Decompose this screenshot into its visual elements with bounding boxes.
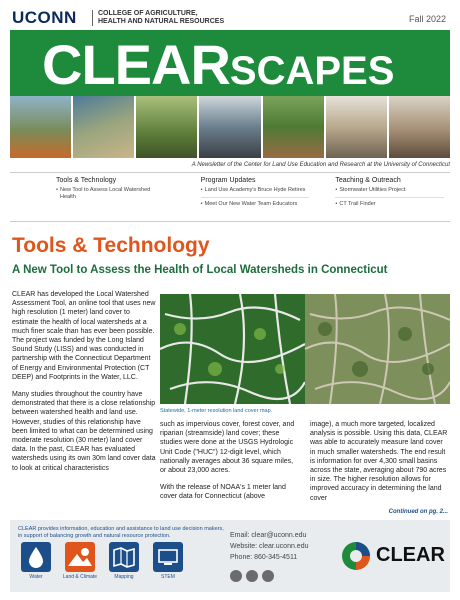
toc-column-teaching: [315, 173, 450, 221]
toc-link[interactable]: • CT Trail Finder: [335, 201, 444, 208]
focus-land-climate: [62, 542, 98, 580]
social-links: [230, 570, 274, 582]
issue-date: Fall 2022: [408, 14, 446, 24]
footer-about: CLEAR provides information, education and assistance to land use decision makers, in support of balancing growth and natural resource protection.: [18, 526, 224, 539]
focus-label: Mapping: [114, 574, 134, 580]
newsletter-banner: [10, 30, 450, 96]
photo-forest-path: [136, 96, 197, 158]
toc-column-program: [171, 173, 316, 221]
photo-aerial-coast: [73, 96, 134, 158]
toc-link[interactable]: • Land Use Academy's Bruce Hyde Retires: [201, 187, 310, 194]
college-line-1: COLLEGE OF AGRICULTURE,: [98, 10, 198, 17]
toc-heading: Teaching & Outreach: [335, 177, 401, 184]
land-cover-map-image: [160, 294, 450, 404]
toc-divider: [201, 197, 310, 198]
paragraph: With the release of NOAA's 1 meter land cover data for Connecticut (above: [160, 484, 286, 501]
contact-phone: Phone: 860-345-4511: [230, 554, 298, 561]
paragraph: CLEAR has developed the Local Watershed Assessment Tool, an online tool that uses new high resolution (1 meter) land cover to estimate the health of local watersheds at a much finer scale than has ever been possible. The project was funded by the Long Island Sound Study (LISS) and was conducted in partnership with the Connecticut Department of Energy and Environmental Protection (CT DEEP) and Footprints in the Water, LLC.: [12, 291, 156, 381]
land-cover-map-figure: [160, 294, 450, 404]
toc-link[interactable]: • Meet Our New Water Team Educators: [201, 201, 310, 208]
youtube-icon[interactable]: [262, 570, 274, 582]
contact-info: [230, 530, 308, 563]
masthead-topbar: [12, 8, 448, 28]
toc-column-tools: [10, 173, 171, 221]
toc-link[interactable]: • New Tool to Assess Local Watershed Health: [56, 187, 165, 201]
article-column-2: [160, 420, 298, 510]
article-headline: A New Tool to Assess the Health of Local Watersheds in Connecticut: [12, 264, 388, 276]
paragraph: image), a much more targeted, localized analysis is possible. Using this data, CLEAR was able to accurately measure land cover in much smaller watersheds. The end result is information for over 4,300 small basins across the state, averaging about 790 acres in size. The higher resolution allows for improved accuracy in determining the land cover: [310, 421, 448, 502]
clear-logo-text: CLEAR: [376, 544, 445, 566]
water-drop-icon: [21, 542, 51, 572]
toc-heading: Tools & Technology: [56, 177, 117, 184]
title-clear: CLEAR: [42, 33, 230, 96]
article-column-1: [12, 290, 157, 481]
focus-label: STEM: [161, 574, 175, 580]
title-scapes: SCAPES: [229, 49, 395, 93]
photo-workshop: [326, 96, 387, 158]
facebook-icon[interactable]: [230, 570, 242, 582]
map-caption: Statewide, 1-meter resolution land cover map.: [160, 408, 273, 414]
contact-website[interactable]: Website: clear.uconn.edu: [230, 543, 309, 550]
focus-mapping: [106, 542, 142, 580]
toc-link[interactable]: • Stormwater Utilities Project: [335, 187, 444, 194]
focus-water: [18, 542, 54, 580]
paragraph: Many studies throughout the country have demonstrated that there is a close relationship between watershed health and land use. However, studies of this relationship have been limited to what can be determined using moderate resolution (30 meter) land cover data. In the past, CLEAR has evaluated watersheds using its own 30m land cover data to look at critical characteristics: [12, 391, 156, 472]
continued-link[interactable]: Continued on pg. 2...: [388, 509, 448, 515]
stem-icon: [153, 542, 183, 572]
toc-heading: Program Updates: [200, 177, 256, 184]
toc-divider: [335, 197, 444, 198]
newsletter-title: [42, 32, 394, 96]
article-column-3: [310, 420, 450, 503]
focus-label: Land & Climate: [62, 574, 98, 580]
uconn-logo: UCONN: [12, 8, 77, 27]
paragraph: such as impervious cover, forest cover, and riparian (streamside) land cover; these studies were done at the USGS Hydrologic Unit Code ("HUC") 12-digit level, which nationally averages about 36 square miles, or about 23,000 acres.: [160, 421, 295, 475]
photo-garden: [263, 96, 324, 158]
newsletter-tagline: A Newsletter of the Center for Land Use Education and Research at the University of Connecticut: [191, 162, 450, 168]
section-title: Tools & Technology: [12, 234, 210, 257]
college-name: [92, 10, 224, 26]
land-climate-icon: [65, 542, 95, 572]
focus-area-icons: [18, 542, 186, 580]
focus-label: Water: [29, 574, 43, 580]
photo-people-outdoors: [10, 96, 71, 158]
mapping-icon: [109, 542, 139, 572]
photo-classroom: [389, 96, 450, 158]
photo-field-study: [199, 96, 260, 158]
photo-strip: [10, 96, 450, 158]
college-line-2: HEALTH AND NATURAL RESOURCES: [98, 18, 225, 25]
footer: [10, 520, 450, 592]
focus-stem: [150, 542, 186, 580]
table-of-contents: [10, 172, 450, 222]
contact-email[interactable]: Email: clear@uconn.edu: [230, 532, 307, 539]
twitter-icon[interactable]: [246, 570, 258, 582]
